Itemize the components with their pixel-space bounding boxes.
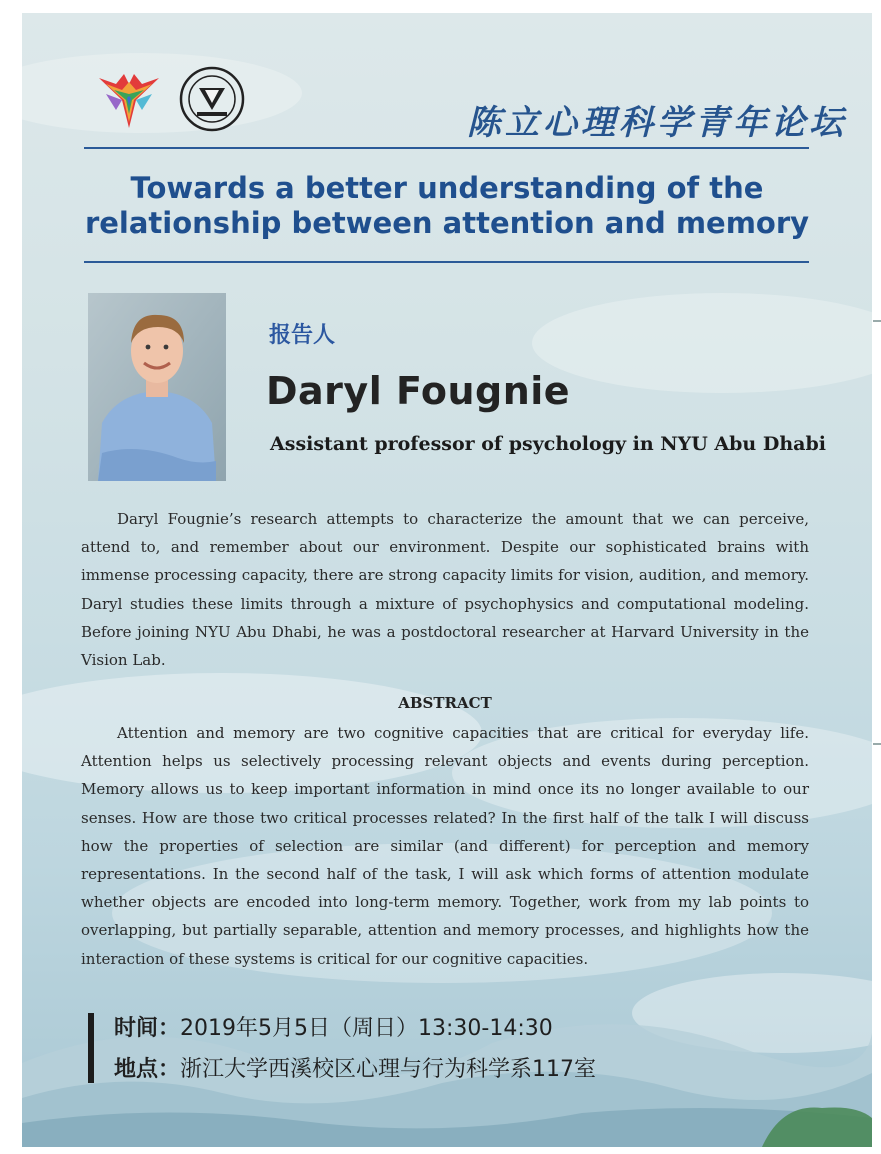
event-time [114, 1011, 553, 1042]
speaker-name: Daryl Fougnie [266, 369, 571, 413]
speaker-portrait-icon [88, 293, 226, 481]
speaker-photo [88, 293, 226, 481]
event-place-label: 地点： [114, 1057, 181, 1082]
abstract-text: Attention and memory are two cognitive capacities that are critical for everyday life. Attention helps us selectively processing relevant objects and events during perception. Memory allows us to keep important information in mind once its no longer available to our senses. How are those two critical processes related? In the first half of the talk I will discuss how the properties of selection are similar (and different) for perception and memory representations. In the second half of the task, I will ask which forms of attention modulate whether objects are encoded into long-term memory. Together, work from my lab points to overlapping, but partially separable, attention and memory processes, and highlights how the interaction of these systems is critical for our cognitive capacities. [81, 724, 809, 968]
bottom-divider [84, 261, 809, 263]
university-seal-icon [179, 66, 245, 132]
forum-title: 陈立心理科学青年论坛 [467, 103, 847, 143]
phoenix-logo-icon [94, 70, 164, 130]
poster [22, 13, 872, 1147]
talk-title-line-1: Towards a better understanding of the [130, 171, 764, 205]
talk-title [52, 171, 842, 241]
top-divider [84, 147, 809, 149]
info-accent-bar [88, 1013, 94, 1083]
event-time-label: 时间： [114, 1016, 181, 1041]
speaker-label: 报告人 [269, 323, 336, 348]
talk-title-line-2: relationship between attention and memory [84, 206, 810, 240]
abstract-heading: ABSTRACT [398, 694, 492, 712]
event-time-value: 2019年5月5日（周日）13:30-14:30 [180, 1016, 553, 1041]
event-place-value: 浙江大学西溪校区心理与行为科学系117室 [180, 1057, 597, 1082]
edge-mark-bottom [873, 743, 881, 745]
edge-mark-top [873, 320, 881, 322]
speaker-bio: Daryl Fougnie’s research attempts to characterize the amount that we can perceive, attend to, and remember about our environment. Despite our sophisticated brains with immense processing capacity, there are strong capacity limits for vision, audition, and memory. Daryl studies these limits through a mixture of psychophysics and computational modeling. Before joining NYU Abu Dhabi, he was a postdoctoral researcher at Harvard University in the Vision Lab. [81, 510, 809, 670]
event-place [114, 1052, 596, 1083]
speaker-role: Assistant professor of psychology in NYU Abu Dhabi [270, 433, 826, 455]
